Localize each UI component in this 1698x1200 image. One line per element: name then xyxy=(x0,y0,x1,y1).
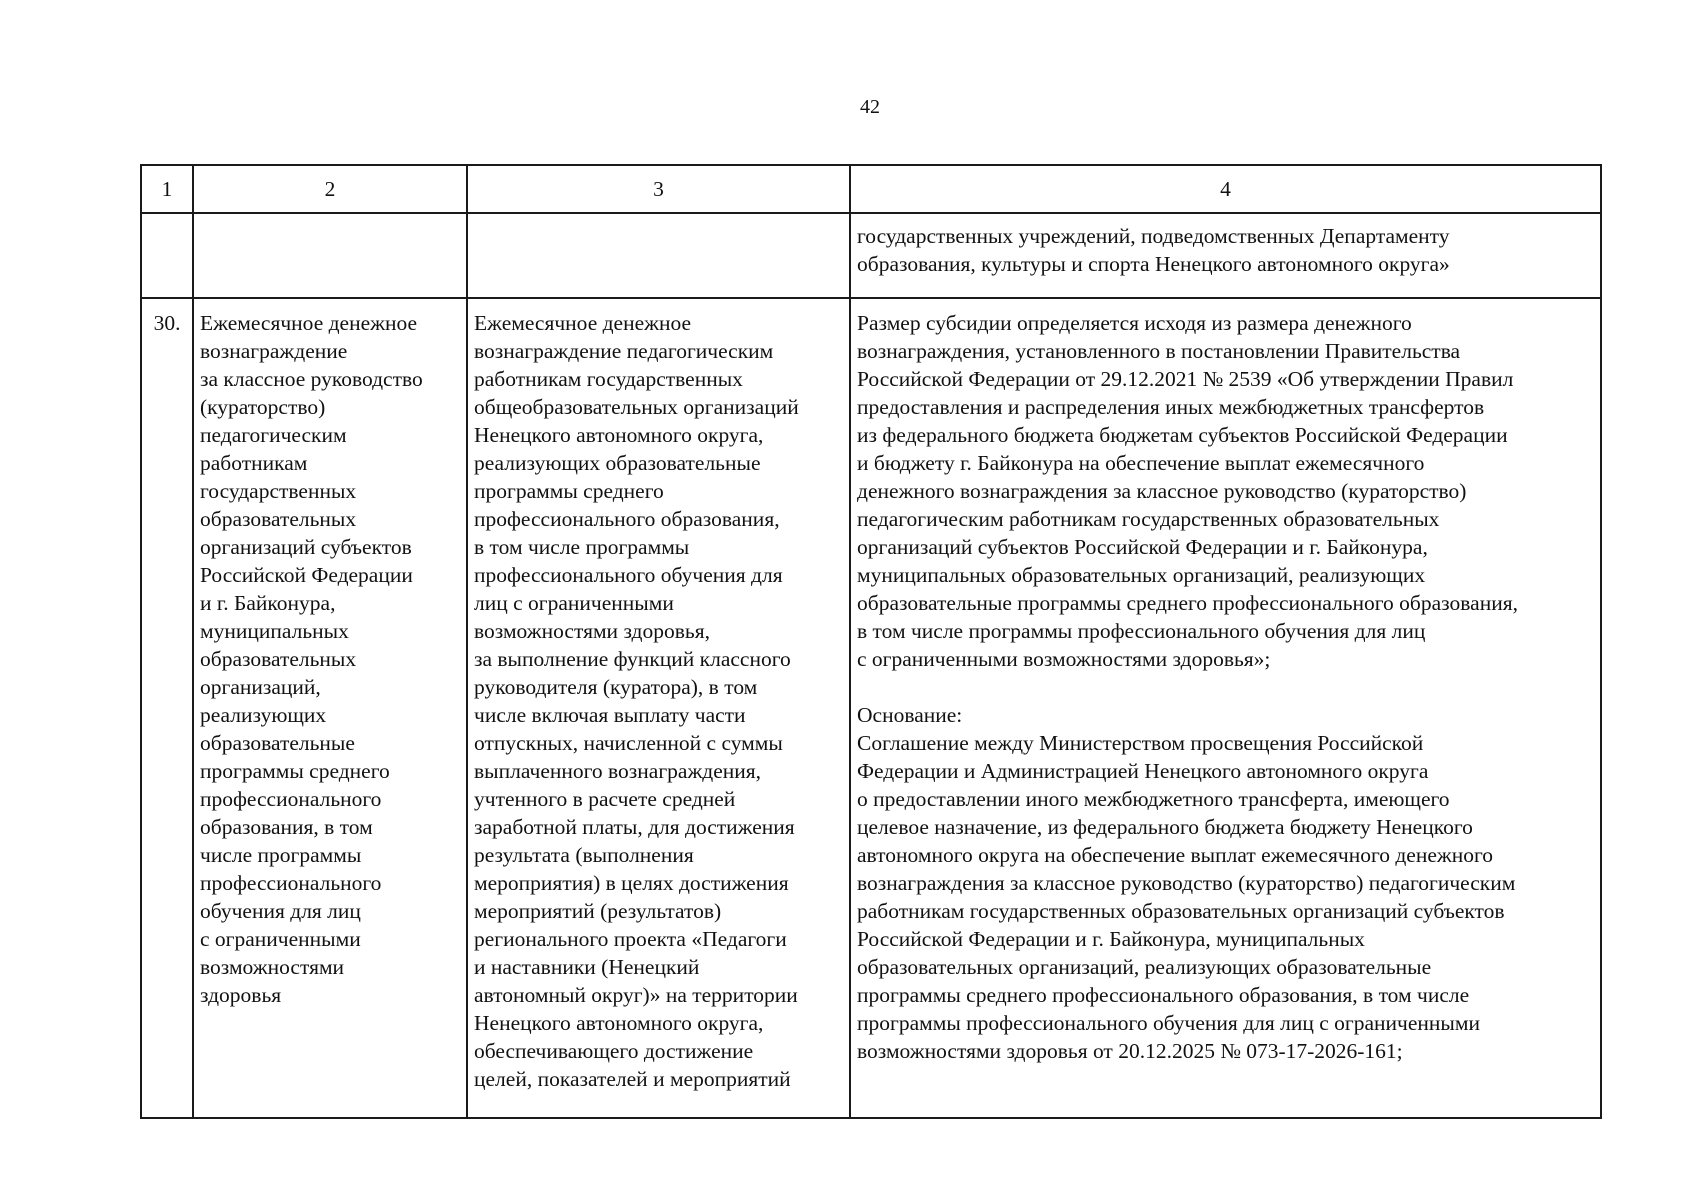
text-line: Соглашение между Министерством просвещения Российской xyxy=(857,731,1424,755)
text-line: работникам государственных xyxy=(474,367,743,391)
text-line: муниципальных образовательных организаций, реализующих xyxy=(857,563,1426,587)
text-line: образовательных xyxy=(200,507,357,531)
text-line: педагогическим работникам государственных образовательных xyxy=(857,507,1440,531)
text-line: программы среднего xyxy=(474,479,664,503)
text-line: здоровья xyxy=(200,983,282,1007)
text-line: денежного вознаграждения за классное руководство (кураторство) xyxy=(857,479,1467,503)
text-line: за классное руководство xyxy=(200,367,423,391)
text-line: руководителя (куратора), в том xyxy=(474,675,758,699)
header-col-2: 2 xyxy=(193,165,467,213)
text-line: возможностями здоровья от 20.12.2025 № 073-17-2026-161; xyxy=(857,1039,1403,1063)
text-line: заработной платы, для достижения xyxy=(474,815,795,839)
text-line: педагогическим xyxy=(200,423,347,447)
text-line: Федерации и Администрацией Ненецкого автономного округа xyxy=(857,759,1429,783)
text-line: организаций субъектов Российской Федерации и г. Байконура, xyxy=(857,535,1428,559)
text-line: образования, культуры и спорта Ненецкого автономного округа» xyxy=(857,252,1450,276)
header-col-1: 1 xyxy=(141,165,193,213)
text-line: обеспечивающего достижение xyxy=(474,1039,754,1063)
text-line: Российской Федерации xyxy=(200,563,413,587)
text-line: мероприятия) в целях достижения xyxy=(474,871,789,895)
text-line: автономный округ)» на территории xyxy=(474,983,798,1007)
row-number: 30. xyxy=(141,298,193,1118)
paragraph-gap xyxy=(857,673,1596,701)
text-line: Размер субсидии определяется исходя из размера денежного xyxy=(857,311,1412,335)
text-line: регионального проекта «Педагоги xyxy=(474,927,787,951)
text-line: работникам государственных образовательных организаций субъектов xyxy=(857,899,1505,923)
continuation-col-4 xyxy=(850,213,1601,298)
text-line: о предоставлении иного межбюджетного трансферта, имеющего xyxy=(857,787,1450,811)
continuation-row xyxy=(141,213,1601,298)
text-line: Ежемесячное денежное xyxy=(200,311,418,335)
text-line: возможностями здоровья, xyxy=(474,619,710,643)
text-line: организаций субъектов xyxy=(200,535,412,559)
text-line: числе программы xyxy=(200,843,362,867)
basis-label: Основание: xyxy=(857,703,963,727)
text-line: государственных учреждений, подведомственных Департаменту xyxy=(857,224,1450,248)
document-table xyxy=(140,164,1602,1119)
text-line: учтенного в расчете средней xyxy=(474,787,736,811)
text-line: профессионального обучения для xyxy=(474,563,783,587)
row-30-name xyxy=(193,298,467,1118)
row-30-description xyxy=(467,298,850,1118)
text-line: образовательные xyxy=(200,731,355,755)
text-line: целевое назначение, из федерального бюджета бюджету Ненецкого xyxy=(857,815,1473,839)
text-line: отпускных, начисленной с суммы xyxy=(474,731,783,755)
text-line: результата (выполнения xyxy=(474,843,694,867)
text-line: реализующих xyxy=(200,703,327,727)
row-30 xyxy=(141,298,1601,1118)
text-line: и г. Байконура, xyxy=(200,591,336,615)
text-line: профессионального xyxy=(200,787,382,811)
text-line: Ненецкого автономного округа, xyxy=(474,1011,764,1035)
text-line: образовательных организаций, реализующих образовательные xyxy=(857,955,1432,979)
text-line: и бюджету г. Байконура на обеспечение выплат ежемесячного xyxy=(857,451,1425,475)
text-line: вознаграждения, установленного в постановлении Правительства xyxy=(857,339,1461,363)
text-line: Ненецкого автономного округа, xyxy=(474,423,764,447)
continuation-col-1 xyxy=(141,213,193,298)
text-line: профессионального образования, xyxy=(474,507,780,531)
text-line: вознаграждение педагогическим xyxy=(474,339,774,363)
text-line: лиц с ограниченными xyxy=(474,591,674,615)
text-line: предоставления и распределения иных межбюджетных трансфертов xyxy=(857,395,1485,419)
continuation-col-2 xyxy=(193,213,467,298)
row-30-basis xyxy=(850,298,1601,1118)
continuation-col-3 xyxy=(467,213,850,298)
text-line: в том числе программы xyxy=(474,535,690,559)
page-number: 42 xyxy=(860,96,880,118)
header-col-3: 3 xyxy=(467,165,850,213)
text-line: в том числе программы профессионального обучения для лиц xyxy=(857,619,1426,643)
text-line: из федерального бюджета бюджетам субъектов Российской Федерации xyxy=(857,423,1508,447)
text-line: муниципальных xyxy=(200,619,349,643)
header-row xyxy=(141,165,1601,213)
text-line: Российской Федерации от 29.12.2021 № 2539 «Об утверждении Правил xyxy=(857,367,1514,391)
text-line: обучения для лиц xyxy=(200,899,361,923)
text-line: программы среднего профессионального образования, в том числе xyxy=(857,983,1470,1007)
text-line: образования, в том xyxy=(200,815,373,839)
text-line: выплаченного вознаграждения, xyxy=(474,759,762,783)
text-line: (кураторство) xyxy=(200,395,326,419)
text-line: автономного округа на обеспечение выплат ежемесячного денежного xyxy=(857,843,1494,867)
text-line: за выполнение функций классного xyxy=(474,647,791,671)
text-line: реализующих образовательные xyxy=(474,451,761,475)
text-line: общеобразовательных организаций xyxy=(474,395,799,419)
text-line: работникам xyxy=(200,451,308,475)
header-col-4: 4 xyxy=(850,165,1601,213)
text-line: вознаграждение xyxy=(200,339,348,363)
text-line: вознаграждения за классное руководство (кураторство) педагогическим xyxy=(857,871,1516,895)
text-line: программы профессионального обучения для лиц с ограниченными xyxy=(857,1011,1480,1035)
text-line: возможностями xyxy=(200,955,345,979)
text-line: с ограниченными xyxy=(200,927,361,951)
text-line: числе включая выплату части xyxy=(474,703,746,727)
text-line: государственных xyxy=(200,479,357,503)
text-line: мероприятий (результатов) xyxy=(474,899,722,923)
text-line: Ежемесячное денежное xyxy=(474,311,692,335)
text-line: с ограниченными возможностями здоровья»; xyxy=(857,647,1271,671)
text-line: Российской Федерации и г. Байконура, муниципальных xyxy=(857,927,1365,951)
text-line: и наставники (Ненецкий xyxy=(474,955,700,979)
text-line: образовательные программы среднего профессионального образования, xyxy=(857,591,1518,615)
text-line: целей, показателей и мероприятий xyxy=(474,1067,791,1091)
text-line: профессионального xyxy=(200,871,382,895)
text-line: программы среднего xyxy=(200,759,390,783)
text-line: образовательных xyxy=(200,647,357,671)
text-line: организаций, xyxy=(200,675,321,699)
